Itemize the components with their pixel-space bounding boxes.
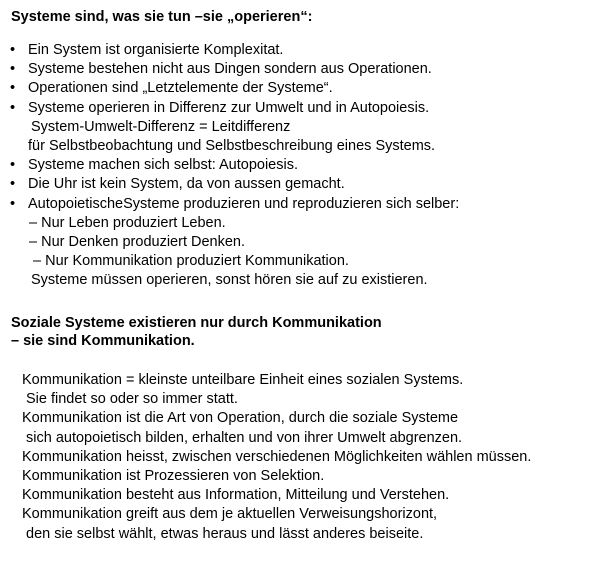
paragraph-line: Kommunikation heisst, zwischen verschiedenen Möglichkeiten wählen müssen. [22,448,532,465]
list-item-text: AutopoietischeSysteme produzieren und reproduzieren sich selber: [28,195,460,212]
list-item-text: Ein System ist organisierte Komplexitat. [28,42,284,58]
list-item [8,175,459,194]
list-item [8,99,459,157]
bullet-icon: • [10,61,16,78]
paragraph-line: den sie selbst wählt, etwas heraus und lässt anderes beiseite. [26,525,424,542]
list-item-text: Die Uhr ist kein System, da von aussen gemacht. [28,176,345,193]
list-item [8,195,459,272]
section2-heading-line2: – sie sind Kommunikation. [11,333,195,349]
list-item [8,41,459,60]
list-item [8,60,459,79]
paragraph-line: sich autopoietisch bilden, erhalten und von ihrer Umwelt abgrenzen. [26,429,463,446]
list-item [8,79,459,98]
paragraph-line: Kommunikation greift aus dem je aktuellen Verweisungshorizont, [22,506,438,523]
closing-line [8,271,459,290]
paragraph-line: Kommunikation besteht aus Information, Mitteilung und Verstehen. [22,487,450,504]
bullet-icon: • [10,99,16,116]
list-item-text: Systeme machen sich selbst: Autopoiesis. [28,157,298,174]
list-item-text: Operationen sind „Letztelemente der Systeme“. [28,80,333,97]
paragraph-line: Kommunikation ist Prozessieren von Selektion. [22,468,325,485]
bullet-icon: • [10,195,16,212]
paragraph-line: Sie findet so oder so immer statt. [26,391,238,408]
bullet-icon: • [10,42,16,58]
bullet-icon: • [10,157,16,174]
list-subitem-text: – Nur Leben produziert Leben. [29,214,226,231]
list-subitem-text: – Nur Denken produziert Denken. [29,234,246,251]
bullet-icon: • [10,176,16,193]
paragraph-line: Kommunikation ist die Art von Operation, durch die soziale Systeme [22,410,459,427]
list-subitem-text: System-Umwelt-Differenz = Leitdifferenz [31,118,291,135]
section1-heading: Systeme sind, was sie tun –sie „operieren“: [11,9,313,25]
paragraph-line: Kommunikation = kleinste unteilbare Einheit eines sozialen Systems. [22,372,464,388]
list-subitem-text: für Selbstbeobachtung und Selbstbeschreibung eines Systems. [28,138,436,155]
list-item-text: Systeme bestehen nicht aus Dingen sondern aus Operationen. [28,61,432,78]
list-item [8,156,459,175]
list-subitem-text: – Nur Kommunikation produziert Kommunikation. [33,253,349,270]
closing-line-text: Systeme müssen operieren, sonst hören sie auf zu existieren. [31,272,428,289]
section2-paragraph [22,371,531,544]
list-item-text: Systeme operieren in Differenz zur Umwelt und in Autopoiesis. [28,99,430,116]
section2-heading-line1: Soziale Systeme existieren nur durch Kommunikation [11,315,382,331]
bullet-icon: • [10,80,16,97]
section1-bullet-list [8,41,459,291]
